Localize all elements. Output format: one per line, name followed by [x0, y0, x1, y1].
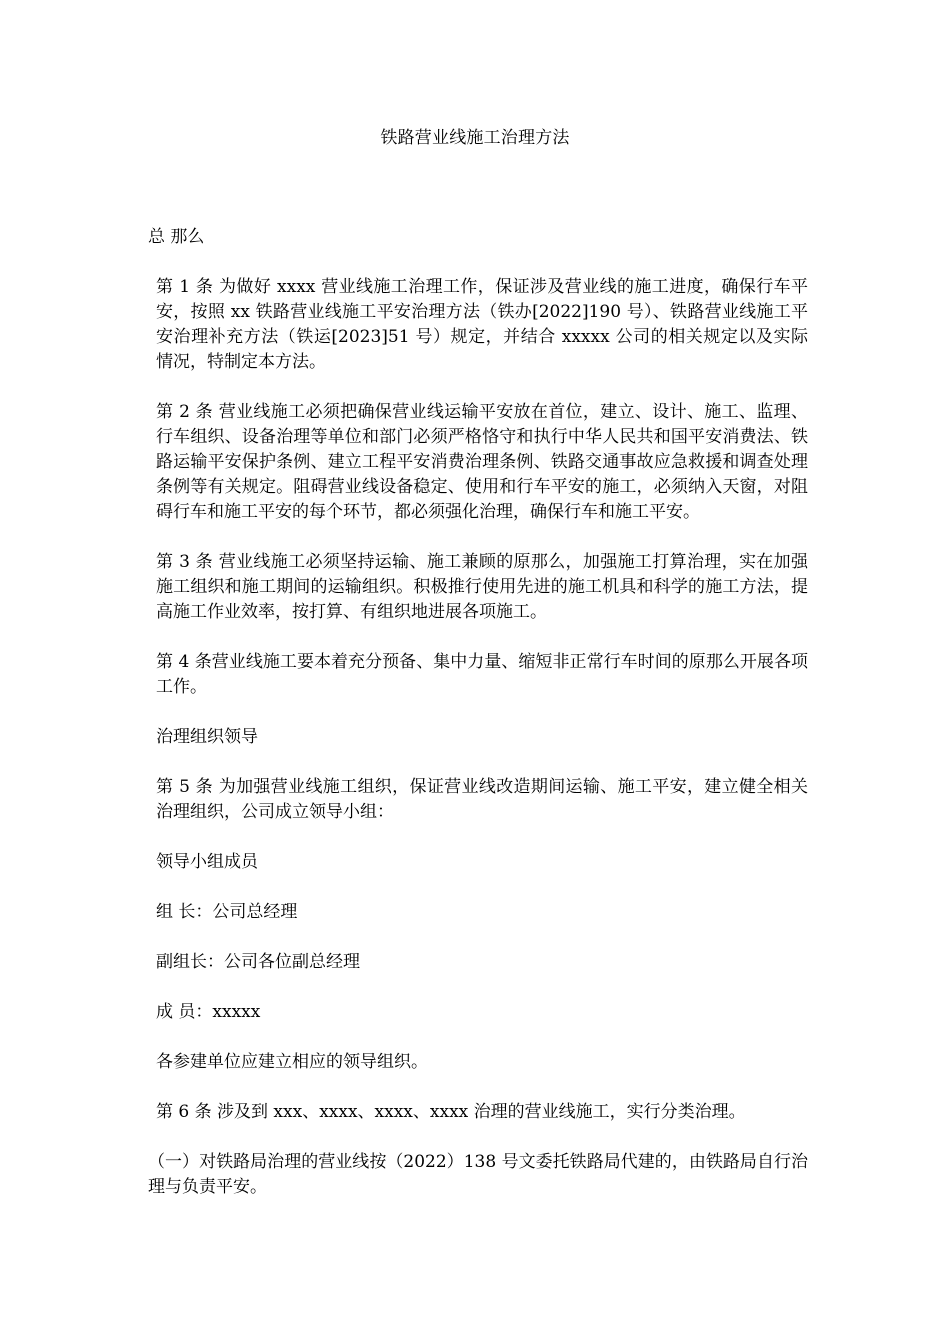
- document-body: [148, 225, 808, 1200]
- group-leader-line: 组 长：公司总经理: [156, 902, 298, 922]
- section-heading-organization: 治理组织领导: [156, 727, 258, 747]
- article-3: 第 3 条 营业线施工必须坚持运输、施工兼顾的原那么，加强施工打算治理，实在加强施工组织和施工期间的运输组织。积极推行使用先进的施工机具和科学的施工方法，提高施工作业效率，按打算、有组织地进展各项施工。: [156, 552, 808, 622]
- leader-group-label: 领导小组成员: [156, 852, 258, 872]
- article-5: 第 5 条 为加强营业线施工组织，保证营业线改造期间运输、施工平安，建立健全相关治理组织，公司成立领导小组：: [156, 777, 808, 822]
- document-title: 铁路营业线施工治理方法: [380, 128, 570, 148]
- members-line: 成 员：xxxxx: [156, 1002, 261, 1022]
- section-heading-general: 总 那么: [148, 227, 205, 247]
- article-1: 第 1 条 为做好 xxxx 营业线施工治理工作，保证涉及营业线的施工进度，确保行车平安，按照 xx 铁路营业线施工平安治理方法（铁办[2022]190 号）、铁路营业线施工平安治理补充方法（铁运[2023]51 号）规定，并结合 xxxxx 公司的相关规定以及实际情况，特制定本方法。: [156, 277, 808, 372]
- article-4: 第 4 条营业线施工要本着充分预备、集中力量、缩短非正常行车时间的原那么开展各项工作。: [156, 652, 808, 697]
- article-2: 第 2 条 营业线施工必须把确保营业线运输平安放在首位，建立、设计、施工、监理、行车组织、设备治理等单位和部门必须严格恪守和执行中华人民共和国平安消费法、铁路运输平安保护条例、建立工程平安消费治理条例、铁路交通事故应急救援和调查处理条例等有关规定。阻碍营业线设备稳定、使用和行车平安的施工，必须纳入天窗，对阻碍行车和施工平安的每个环节，都必须强化治理，确保行车和施工平安。: [156, 402, 808, 522]
- item-1: （一）对铁路局治理的营业线按（2022）138 号文委托铁路局代建的，由铁路局自行治理与负责平安。: [148, 1152, 808, 1197]
- units-note: 各参建单位应建立相应的领导组织。: [156, 1052, 428, 1072]
- deputy-leader-line: 副组长：公司各位副总经理: [156, 952, 360, 972]
- article-6: 第 6 条 涉及到 xxx、xxxx、xxxx、xxxx 治理的营业线施工，实行分类治理。: [156, 1102, 746, 1122]
